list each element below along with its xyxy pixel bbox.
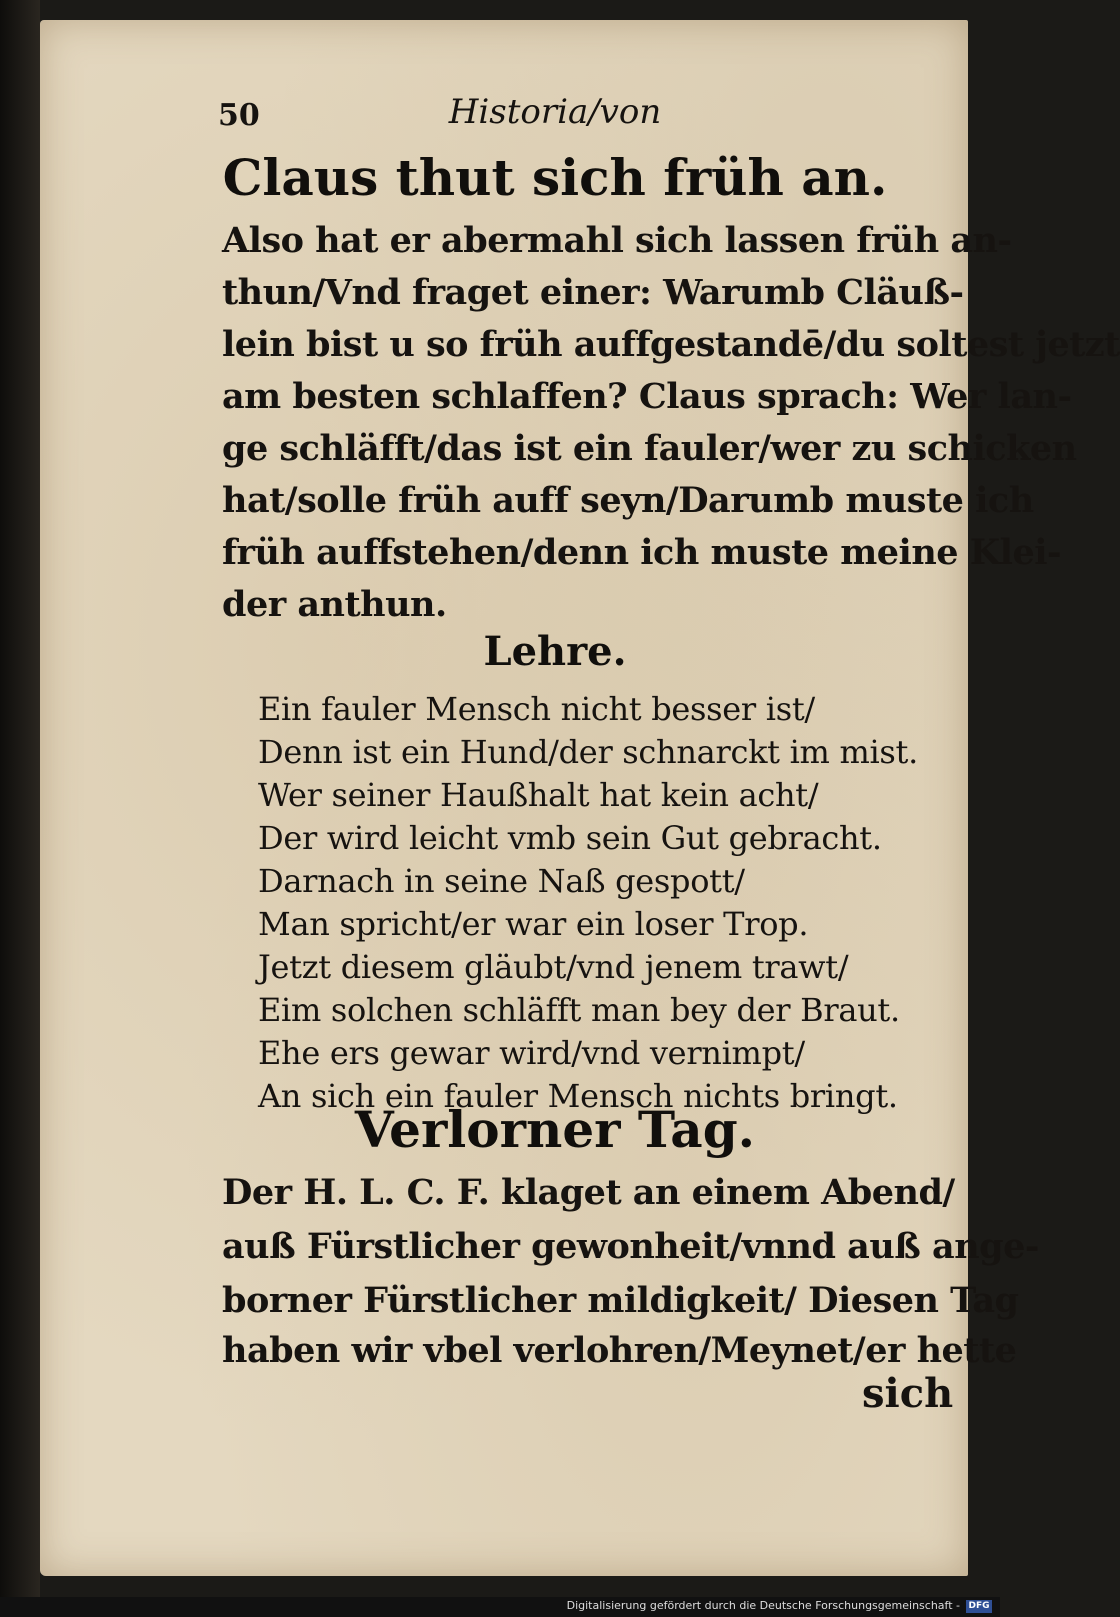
prose-line: Also hat er abermahl sich lassen früh an- — [222, 220, 1012, 261]
prose-line: lein bist u so früh auffgestandē/du soltest jetzt — [222, 324, 1120, 365]
dfg-logo: DFG — [966, 1600, 992, 1613]
section-heading-lehre: Lehre. — [483, 628, 627, 675]
verse-line: Jetzt diesem gläubt/vnd jenem trawt/ — [258, 948, 849, 986]
digitization-footer — [0, 1597, 1000, 1617]
page-number: 50 — [218, 98, 260, 133]
prose-line: am besten schlaffen? Claus sprach: Wer lan- — [222, 376, 1072, 417]
verse-line: Man spricht/er war ein loser Trop. — [258, 905, 809, 943]
prose-line: thun/Vnd fraget einer: Warumb Cläuß- — [222, 272, 964, 313]
running-head: Historia/von — [448, 92, 662, 132]
verse-line: Ein fauler Mensch nicht besser ist/ — [258, 690, 815, 728]
verse-line: Darnach in seine Naß gespott/ — [258, 862, 745, 900]
verse-line: Ehe ers gewar wird/vnd vernimpt/ — [258, 1034, 805, 1072]
prose-line: auß Fürstlicher gewonheit/vnnd auß ange- — [222, 1226, 1039, 1267]
book-spine-shadow — [0, 0, 40, 1617]
prose-line: ge schläfft/das ist ein fauler/wer zu schicken — [222, 428, 1077, 469]
footer-credit: Digitalisierung gefördert durch die Deutsche Forschungsgemeinschaft - — [566, 1599, 960, 1612]
section-heading-verlorner-tag: Verlorner Tag. — [354, 1100, 756, 1159]
catchword: sich — [862, 1370, 954, 1417]
prose-line: Der H. L. C. F. klaget an einem Abend/ — [222, 1172, 955, 1213]
section-heading-claus: Claus thut sich früh an. — [222, 148, 888, 207]
prose-line: früh auffstehen/denn ich muste meine Klei- — [222, 532, 1062, 573]
prose-line: haben wir vbel verlohren/Meynet/er hette — [222, 1330, 1017, 1371]
verse-line: Eim solchen schläfft man bey der Braut. — [258, 991, 900, 1029]
prose-line: hat/solle früh auff seyn/Darumb muste ich — [222, 480, 1034, 521]
verse-line: Denn ist ein Hund/der schnarckt im mist. — [258, 733, 918, 771]
prose-line: borner Fürstlicher mildigkeit/ Diesen Tag — [222, 1280, 1019, 1321]
verse-line: An sich ein fauler Mensch nichts bringt. — [258, 1077, 898, 1115]
verse-line: Wer seiner Haußhalt hat kein acht/ — [258, 776, 819, 814]
verse-line: Der wird leicht vmb sein Gut gebracht. — [258, 819, 882, 857]
prose-line: der anthun. — [222, 584, 447, 625]
